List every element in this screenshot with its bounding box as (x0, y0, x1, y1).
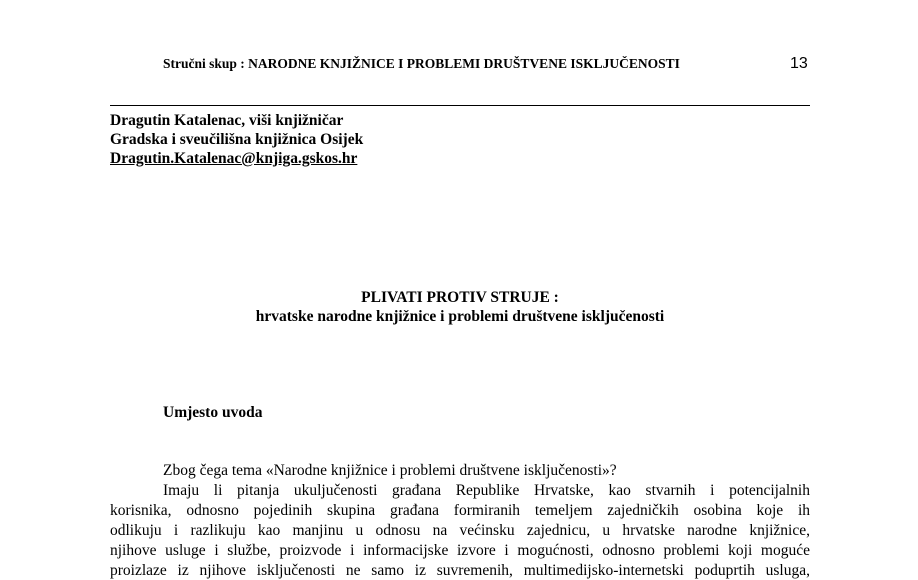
paragraph-line: proizlaze iz njihove isključenosti ne samo iz suvremenih, multimedijsko-internetski poduprtih usluga, (110, 562, 810, 579)
author-email-link[interactable]: Dragutin.Katalenac@knjiga.gskos.hr (110, 150, 358, 167)
paragraph-line: odlikuju i razlikuju kao manjinu u odnosu na većinsku zajednicu, u hrvatske narodne knjižnice, (110, 522, 810, 539)
body-opening-line: Zbog čega tema «Narodne knjižnice i problemi društvene isključenosti»? (163, 462, 617, 479)
paragraph-line: Imaju li pitanja ukuljučenosti građana Republike Hrvatske, kao stvarnih i potencijalnih (163, 482, 810, 499)
author-institution: Gradska i sveučilišna knjižnica Osijek (110, 131, 364, 148)
paper-title: PLIVATI PROTIV STRUJE : (361, 289, 559, 306)
paragraph-line: korisnika, odnosno pojedinih skupina građana formiranih temeljem zajedničkih osobina koje ih (110, 502, 810, 519)
paper-subtitle: hrvatske narodne knjižnice i problemi društvene isključenosti (255, 308, 665, 325)
author-name: Dragutin Katalenac, viši knjižničar (110, 112, 344, 129)
paragraph-line: njihove usluge i službe, proizvode i informacijske izvore i mogućnosti, odnosno problemi koji moguće (110, 542, 810, 559)
body-paragraph (110, 481, 810, 580)
section-heading: Umjesto uvoda (163, 404, 263, 421)
author-block (110, 111, 363, 168)
page-number: 13 (790, 55, 808, 72)
header-title: Stručni skup : NARODNE KNJIŽNICE I PROBLEMI DRUŠTVENE ISKLJUČENOSTI (163, 56, 680, 71)
header-divider (110, 105, 810, 106)
